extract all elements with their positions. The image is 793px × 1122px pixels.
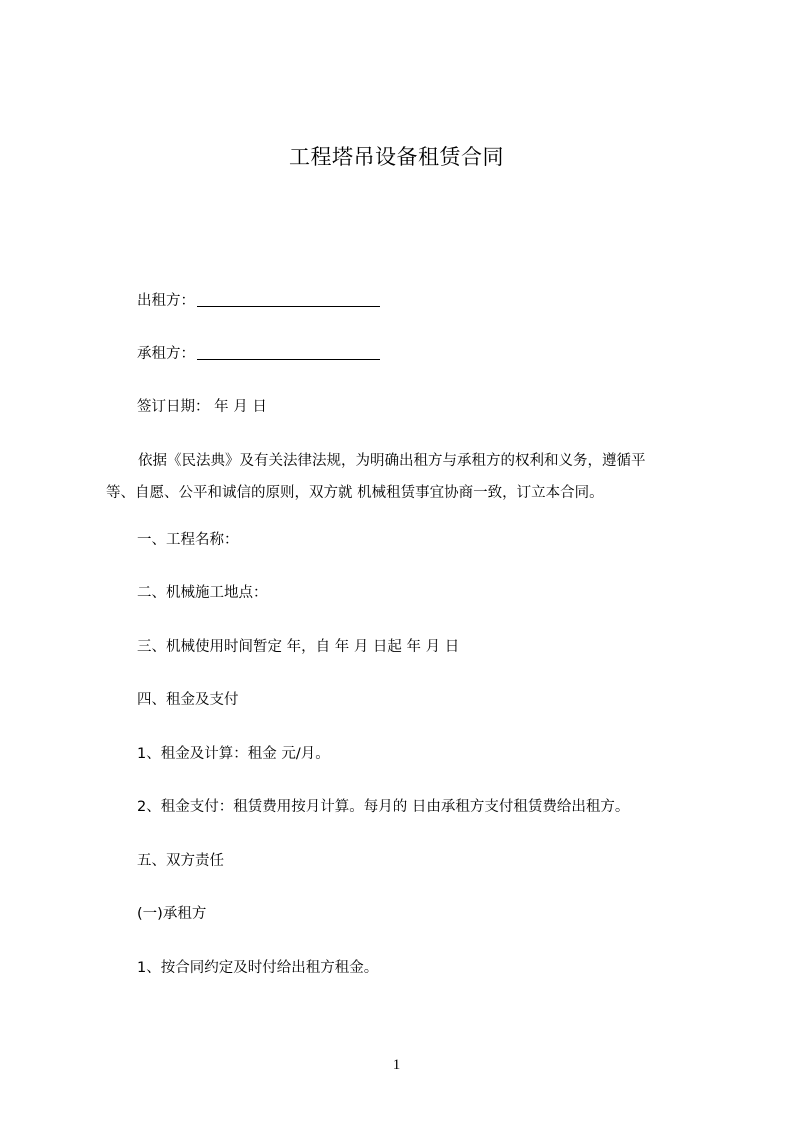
- lessee-label: 承租方：: [137, 346, 195, 362]
- clause-rent-payment: 2、租金支付：租赁费用按月计算。每月的 日由承租方支付租赁费给出租方。: [137, 799, 630, 815]
- lessor-line: [137, 290, 380, 312]
- preamble-paragraph: [106, 445, 686, 509]
- page-number: 1: [392, 1057, 401, 1073]
- sign-date: 签订日期： 年 月 日: [137, 399, 267, 415]
- clause-lessee-heading: (一)承租方: [137, 906, 207, 922]
- clause-lessee-item-1: 1、按合同约定及时付给出租方租金。: [137, 960, 379, 976]
- lessor-blank: [197, 291, 380, 307]
- contract-title: 工程塔吊设备租赁合同: [289, 145, 504, 169]
- clause-usage-period: 三、机械使用时间暂定 年，自 年 月 日起 年 月 日: [137, 639, 460, 655]
- lessor-label: 出租方：: [137, 293, 195, 309]
- preamble-line-2: 等、自愿、公平和诚信的原则，双方就 机械租赁事宜协商一致，订立本合同。: [106, 485, 604, 501]
- clause-project-name: 一、工程名称：: [137, 532, 239, 548]
- clause-site-location: 二、机械施工地点：: [137, 585, 268, 601]
- preamble-line-1: 依据《民法典》及有关法律法规，为明确出租方与承租方的权利和义务，遵循平: [138, 453, 646, 469]
- clause-rent-calculation: 1、租金及计算：租金 元/月。: [137, 746, 330, 762]
- lessee-blank: [197, 344, 380, 360]
- clause-responsibilities-heading: 五、双方责任: [137, 853, 224, 869]
- lessee-line: [137, 343, 380, 365]
- clause-rent-heading: 四、租金及支付: [137, 692, 239, 708]
